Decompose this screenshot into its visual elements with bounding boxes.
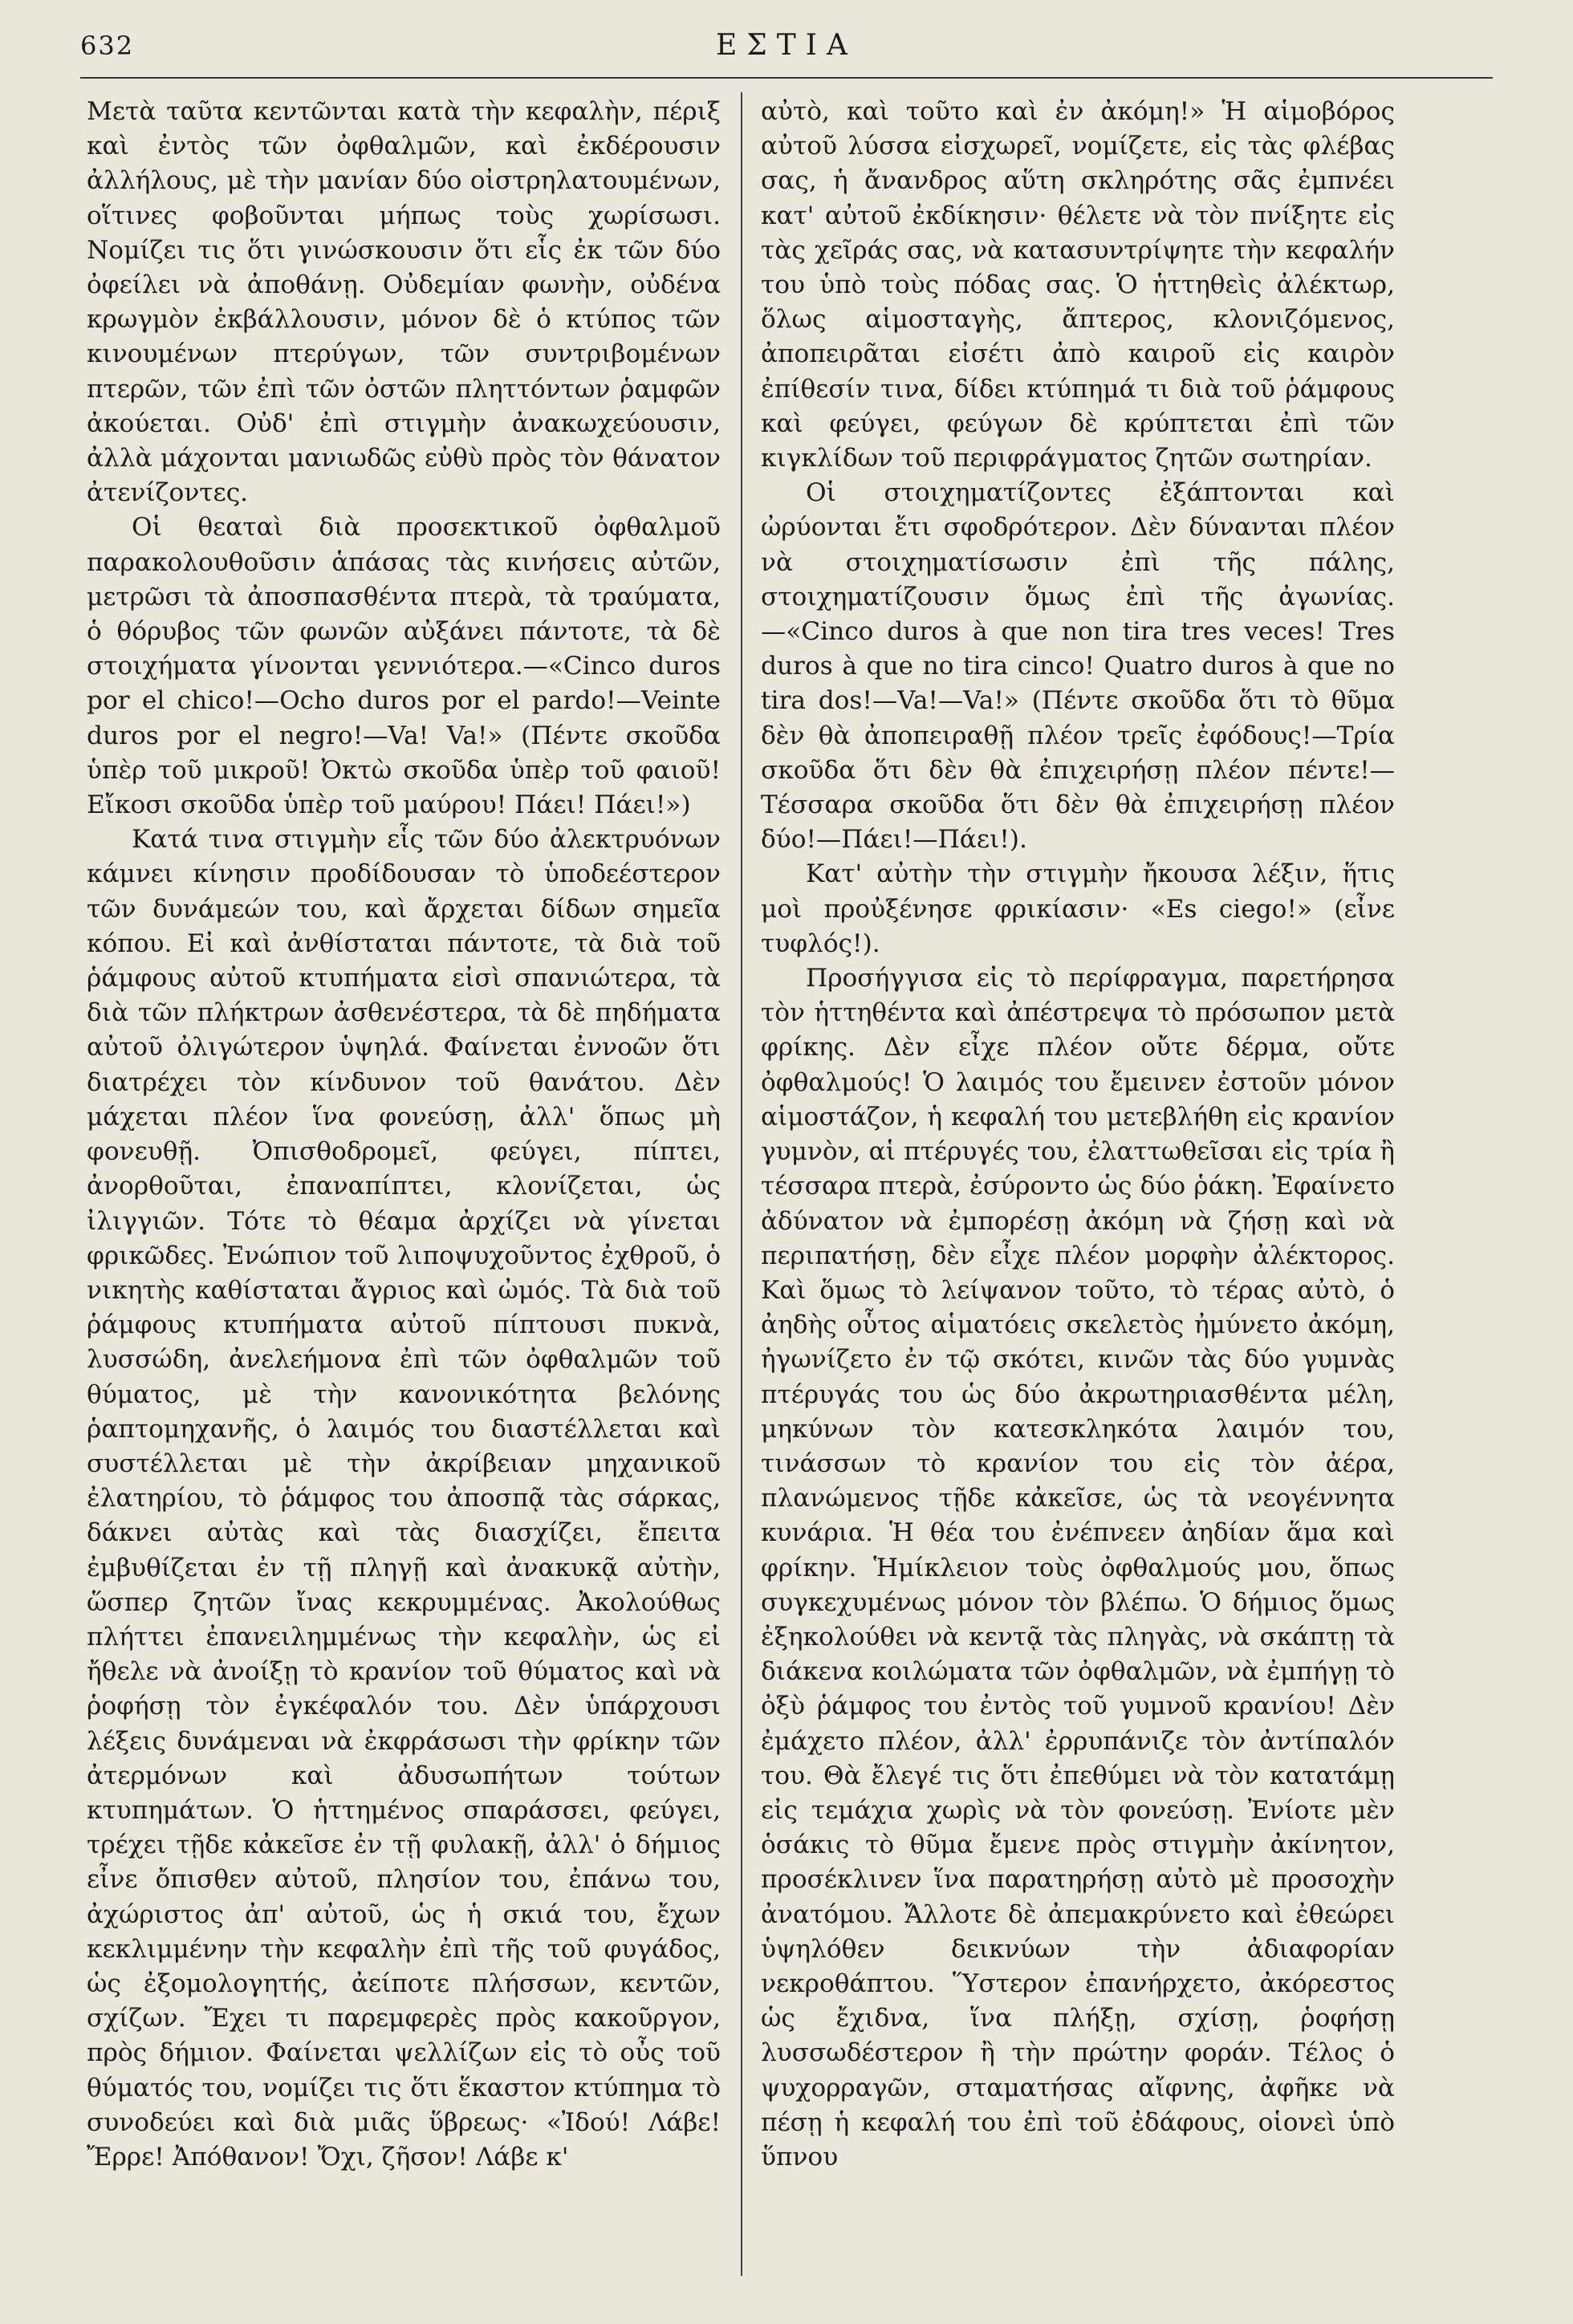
paragraph: Προσήγγισα εἰς τὸ περίφραγμα, παρετήρησα τὸν ἡττηθέντα καὶ ἀπέστρεψα τὸ πρόσωπον μετὰ φρίκης. Δὲν εἶχε πλέον οὔτε δέρμα, οὔτε ὀφθαλμούς! Ὁ λαιμός του ἔμεινεν ἐστοῦν μόνον αἱμοστάζον, ἡ κεφαλή του μετεβλήθη εἰς κρανίον γυμνὸν, αἱ πτέρυγές του, ἐλαττωθεῖσαι εἰς τρία ἢ τέσσαρα πτερὰ, ἐσύροντο ὡς δύο ῥάκη. Ἐφαίνετο ἀδύνατον νὰ ἐμπορέσῃ ἀκόμη νὰ ζήσῃ καὶ νὰ περιπατήσῃ, δὲν εἶχε πλέον μορφὴν ἀλέκτορος. Καὶ ὅμως τὸ λείψανον τοῦτο, τὸ τέρας αὐτὸ, ὁ ἀηδὴς οὗτος αἱματόεις σκελετὸς ἠμύνετο ἀκόμη, ἠγωνίζετο ἐν τῷ σκότει, κινῶν τὰς δύο γυμνὰς πτέρυγάς του ὡς δύο ἀκρωτηριασθέντα μέλη, μηκύνων τὸν κατεσκληκότα λαιμόν του, τινάσσων τὸ κρανίον του εἰς τὸν ἀέρα, πλανώμενος τῇδε κἀκεῖσε, ὡς τὰ νεογέννητα κυνάρια. Ἡ θέα του ἐνέπνεεν ἀηδίαν ἅμα καὶ φρίκην. Ἡμίκλειον τοὺς ὀφθαλμούς μου, ὅπως συγκεχυμένως μόνον τὸν βλέπω. Ὁ δήμιος ὅμως ἐξηκολούθει νὰ κεντᾷ τὰς πληγὰς, νὰ σκάπτῃ τὰ διάκενα κοιλώματα τῶν ὀφθαλμῶν, νὰ ἐμπήγῃ τὸ ὀξὺ ῥάμφος του ἐντὸς τοῦ γυμνοῦ κρανίου! Δὲν ἐμάχετο πλέον, ἀλλ' ἐρρυπάνιζε τὸν ἀντίπαλόν του. Θὰ ἔλεγέ τις ὅτι ἐπεθύμει νὰ τὸν κατατάμῃ εἰς τεμάχια χωρὶς νὰ τὸν φονεύσῃ. Ἐνίοτε μὲν ὁσάκις τὸ θῦμα ἔμενε πρὸς στιγμὴν ἀκίνητον, προσέκλινεν ἵνα παρατηρήσῃ αὐτὸ μὲ προσοχὴν ἀνατόμου. Ἄλλοτε δὲ ἀπεμακρύνετο καὶ ἐθεώρει ὑψηλόθεν δεικνύων τὴν ἀδιαφορίαν νεκροθάπτου. Ὕστερον ἐπανήρχετο, ἀκόρεστος ὡς ἔχιδνα, ἵνα πλήξῃ, σχίσῃ, ῥοφήσῃ λυσσωδέστερον ἢ τὴν πρώτην φοράν. Τέλος ὁ ψυχορραγῶν, σταματήσας αἴφνης, ἀφῆκε νὰ πέσῃ ἡ κεφαλή του ἐπὶ τοῦ ἐδάφους, οἱονεὶ ὑπὸ ὕπνου <box>761 964 1395 2172</box>
paragraph: Κατά τινα στιγμὴν εἷς τῶν δύο ἀλεκτρυόνων κάμνει κίνησιν προδίδουσαν τὸ ὑποδεέστερον τῶν δυνάμεών του, καὶ ἄρχεται δίδων σημεῖα κόπου. Εἰ καὶ ἀνθίσταται πάντοτε, τὰ διὰ τοῦ ῥάμφους αὐτοῦ κτυπήματα εἰσὶ σπανιώτερα, τὰ διὰ τῶν πλήκτρων ἀσθενέστερα, τὰ δὲ πηδήματα αὐτοῦ ὀλιγώτερον ὑψηλά. Φαίνεται ἐννοῶν ὅτι διατρέχει τὸν κίνδυνον τοῦ θανάτου. Δὲν μάχεται πλέον ἵνα φονεύσῃ, ἀλλ' ὅπως μὴ φονευθῇ. Ὀπισθοδρομεῖ, φεύγει, πίπτει, ἀνορθοῦται, ἐπαναπίπτει, κλονίζεται, ὡς ἰλιγγιῶν. Τότε τὸ θέαμα ἀρχίζει νὰ γίνεται φρικῶδες. Ἐνώπιον τοῦ λιποψυχοῦντος ἐχθροῦ, ὁ νικητὴς καθίσταται ἄγριος καὶ ὠμός. Τὰ διὰ τοῦ ῥάμφους κτυπήματα αὐτοῦ πίπτουσι πυκνὰ, λυσσώδη, ἀνελεήμονα ἐπὶ τῶν ὀφθαλμῶν τοῦ θύματος, μὲ τὴν κανονικότητα βελόνης ῥαπτομηχανῆς, ὁ λαιμός του διαστέλλεται καὶ συστέλλεται μὲ τὴν ἀκρίβειαν μηχανικοῦ ἐλατηρίου, τὸ ῥάμφος του ἀποσπᾷ τὰς σάρκας, δάκνει αὐτὰς καὶ τὰς διασχίζει, ἔπειτα ἐμβυθίζεται ἐν τῇ πληγῇ καὶ ἀνακυκᾷ αὐτὴν, ὥσπερ ζητῶν ἴνας κεκρυμμένας. Ἀκολούθως πλήττει ἐπανειλημμένως τὴν κεφαλὴν, ὡς εἰ ἤθελε νὰ ἀνοίξῃ τὸ κρανίον τοῦ θύματος καὶ νὰ ῥοφήσῃ τὸν ἐγκέφαλόν του. Δὲν ὑπάρχουσι λέξεις δυνάμεναι νὰ ἐκφράσωσι τὴν φρίκην τῶν ἀτερμόνων καὶ ἀδυσωπήτων τούτων κτυπημάτων. Ὁ ἡττημένος σπαράσσει, φεύγει, τρέχει τῇδε κἀκεῖσε ἐν τῇ φυλακῇ, ἀλλ' ὁ δήμιος εἶνε ὄπισθεν αὐτοῦ, πλησίον του, ἐπάνω του, ἀχώριστος ἀπ' αὐτοῦ, ὡς ἡ σκιά του, ἔχων κεκλιμμένην τὴν κεφαλὴν ἐπὶ τῆς τοῦ φυγάδος, ὡς ἐξομολογητής, ἀείποτε πλήσσων, κεντῶν, σχίζων. Ἔχει τι παρεμφερὲς πρὸς κακοῦργον, πρὸς δήμιον. Φαίνεται ψελλίζων εἰς τὸ οὖς τοῦ θύματός του, νομίζει τις ὅτι ἕκαστον κτύπημα τὸ συνοδεύει καὶ διὰ μιᾶς ὕβρεως· «Ἰδού! Λάβε! Ἔρρε! Ἀπόθανον! Ὄχι, ζῆσον! Λάβε κ' <box>87 825 721 2172</box>
journal-title: ΕΣΤΙΑ <box>716 29 857 62</box>
paragraph: Οἱ στοιχηματίζοντες ἐξάπτονται καὶ ὠρύονται ἔτι σφοδρότερον. Δὲν δύνανται πλέον νὰ στοιχηματίσωσιν ἐπὶ τῆς πάλης, στοιχηματίζουσιν ὅμως ἐπὶ τῆς ἀγωνίας.—«Cinco duros à que non tira tres veces! Tres duros à que no tira cinco! Quatro duros à que no tira dos!—Va!—Va!» (Πέντε σκοῦδα ὅτι τὸ θῦμα δὲν θὰ ἀποπειραθῇ πλέον τρεῖς ἐφόδους!—Τρία σκοῦδα ὅτι δὲν θὰ ἐπιχειρήσῃ πλέον πέντε!—Τέσσαρα σκοῦδα ὅτι δὲν θὰ ἐπιχειρήσῃ πλέον δύο!—Πάει!—Πάει!). <box>761 478 1395 855</box>
right-column <box>761 95 1395 2277</box>
paragraph: Οἱ θεαταὶ διὰ προσεκτικοῦ ὀφθαλμοῦ παρακολουθοῦσιν ἁπάσας τὰς κινήσεις αὐτῶν, μετρῶσι τὰ ἀποσπασθέντα πτερὰ, τὰ τραύματα, ὁ θόρυβος τῶν φωνῶν αὐξάνει πάντοτε, τὰ δὲ στοιχήματα γίνονται γεννιότερα.—«Cinco duros por el chico!—Ocho duros por el pardo!—Veinte duros por el negro!—Va! Va!» (Πέντε σκοῦδα ὑπὲρ τοῦ μικροῦ! Ὀκτὼ σκοῦδα ὑπὲρ τοῦ φαιοῦ! Εἴκοσι σκοῦδα ὑπὲρ τοῦ μαύρου! Πάει! Πάει!») <box>87 513 721 820</box>
column-divider <box>741 92 742 2276</box>
paragraph: Μετὰ ταῦτα κεντῶνται κατὰ τὴν κεφαλὴν, πέριξ καὶ ἐντὸς τῶν ὀφθαλμῶν, καὶ ἐκδέρουσιν ἀλλήλους, μὲ τὴν μανίαν δύο οἰστρηλατουμένων, οἵτινες φοβοῦνται μήπως τοὺς χωρίσωσι. Νομίζει τις ὅτι γινώσκουσιν ὅτι εἷς ἐκ τῶν δύο ὀφείλει νὰ ἀποθάνῃ. Οὐδεμίαν φωνὴν, οὐδένα κρωγμὸν ἐκβάλλουσιν, μόνον δὲ ὁ κτύπος τῶν κινουμένων πτερύγων, τῶν συντριβομένων πτερῶν, τῶν ἐπὶ τῶν ὀστῶν πληττόντων ῥαμφῶν ἀκούεται. Οὐδ' ἐπὶ στιγμὴν ἀνακωχεύουσιν, ἀλλὰ μάχονται μανιωδῶς εὐθὺ πρὸς τὸν θάνατον ἀτενίζοντες. <box>87 97 721 508</box>
page-number: 632 <box>80 30 135 61</box>
paragraph: Κατ' αὐτὴν τὴν στιγμὴν ἤκουσα λέξιν, ἥτις μοὶ προὐξένησε φρικίασιν· «Es ciego!» (εἶνε τυφλός!). <box>761 859 1395 958</box>
header-rule <box>80 77 1493 79</box>
paragraph: αὐτὸ, καὶ τοῦτο καὶ ἐν ἀκόμη!» Ἡ αἱμοβόρος αὐτοῦ λύσσα εἰσχωρεῖ, νομίζετε, εἰς τὰς φλέβας σας, ἡ ἄνανδρος αὕτη σκληρότης σᾶς ἐμπνέει κατ' αὐτοῦ ἐκδίκησιν· θέλετε νὰ τὸν πνίξητε εἰς τὰς χεῖράς σας, νὰ κατασυντρίψητε τὴν κεφαλήν του ὑπὸ τοὺς πόδας σας. Ὁ ἡττηθεὶς ἀλέκτωρ, ὅλως αἱμοσταγὴς, ἄπτερος, κλονιζόμενος, ἀποπειρᾶται εἰσέτι ἀπὸ καιροῦ εἰς καιρὸν ἐπίθεσίν τινα, δίδει κτύπημά τι διὰ τοῦ ῥάμφους καὶ φεύγει, φεύγων δὲ κρύπτεται ἐπὶ τῶν κιγκλίδων τοῦ περιφράγματος ζητῶν σωτηρίαν. <box>761 97 1395 473</box>
left-column <box>87 95 721 2277</box>
